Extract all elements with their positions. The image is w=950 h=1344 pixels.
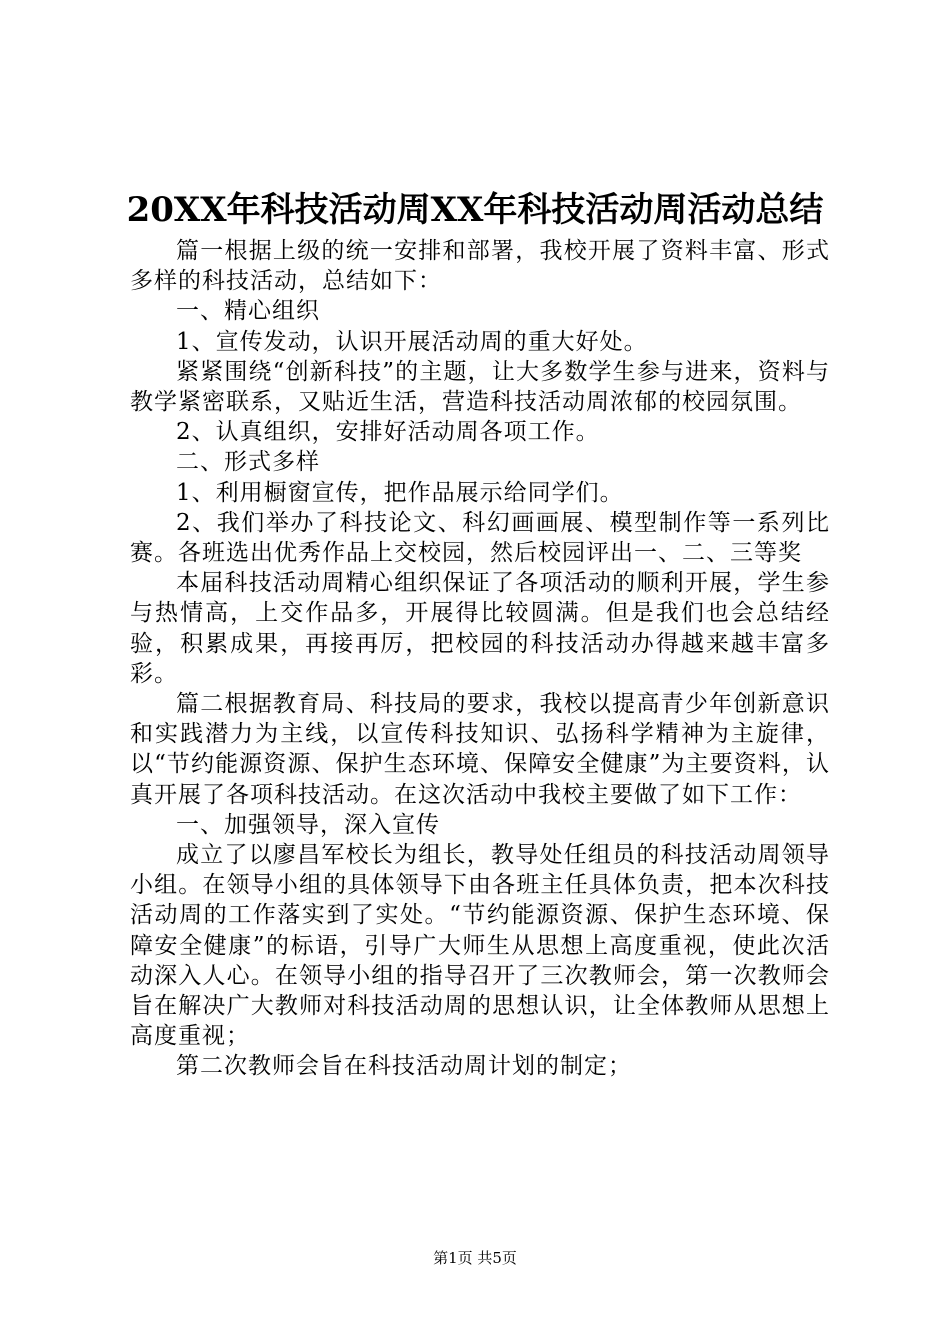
section-heading: 二、形式多样 <box>176 449 320 476</box>
section-heading: 一、加强领导，深入宣传 <box>176 811 440 838</box>
paragraph: 紧紧围绕“创新科技”的主题，让大多数学生参与进来，资料与教学紧密联系，又贴近生活，营造科技活动周浓郁的校园氛围。 <box>130 358 830 416</box>
paragraph: 2、我们举办了科技论文、科幻画画展、模型制作等一系列比赛。各班选出优秀作品上交校园，然后校园评出一、二、三等奖 <box>130 509 830 567</box>
paragraph: 篇二根据教育局、科技局的要求，我校以提高青少年创新意识和实践潜力为主线，以宣传科技知识、弘扬科学精神为主旋律，以“节约能源资源、保护生态环境、保障安全健康”为主要资料，认真开展了各项科技活动。在这次活动中我校主要做了如下工作： <box>130 691 830 808</box>
paragraph: 篇一根据上级的统一安排和部署，我校开展了资料丰富、形式多样的科技活动，总结如下： <box>130 238 830 295</box>
document-title: 20XX年科技活动周XX年科技活动周活动总结 <box>126 190 824 230</box>
page-footer: 第1页 共5页 <box>433 1249 517 1267</box>
paragraph: 1、宣传发动，认识开展活动周的重大好处。 <box>176 328 648 355</box>
paragraph: 本届科技活动周精心组织保证了各项活动的顺利开展，学生参与热情高，上交作品多，开展得比较圆满。但是我们也会总结经验，积累成果，再接再厉，把校园的科技活动办得越来越丰富多彩。 <box>130 570 830 687</box>
paragraph: 2、认真组织，安排好活动周各项工作。 <box>176 419 600 446</box>
section-heading: 一、精心组织 <box>176 298 320 325</box>
paragraph: 成立了以廖昌军校长为组长，教导处任组员的科技活动周领导小组。在领导小组的具体领导下由各班主任具体负责，把本次科技活动周的工作落实到了实处。“节约能源资源、保护生态环境、保障安全健康”的标语，引导广大师生从思想上高度重视，使此次活动深入人心。在领导小组的指导召开了三次教师会，第一次教师会旨在解决广大教师对科技活动周的思想认识，让全体教师从思想上高度重视； <box>130 842 830 1050</box>
paragraph: 1、利用橱窗宣传，把作品展示给同学们。 <box>176 479 624 506</box>
paragraph: 第二次教师会旨在科技活动周计划的制定； <box>176 1053 632 1080</box>
document-body <box>130 236 830 1082</box>
